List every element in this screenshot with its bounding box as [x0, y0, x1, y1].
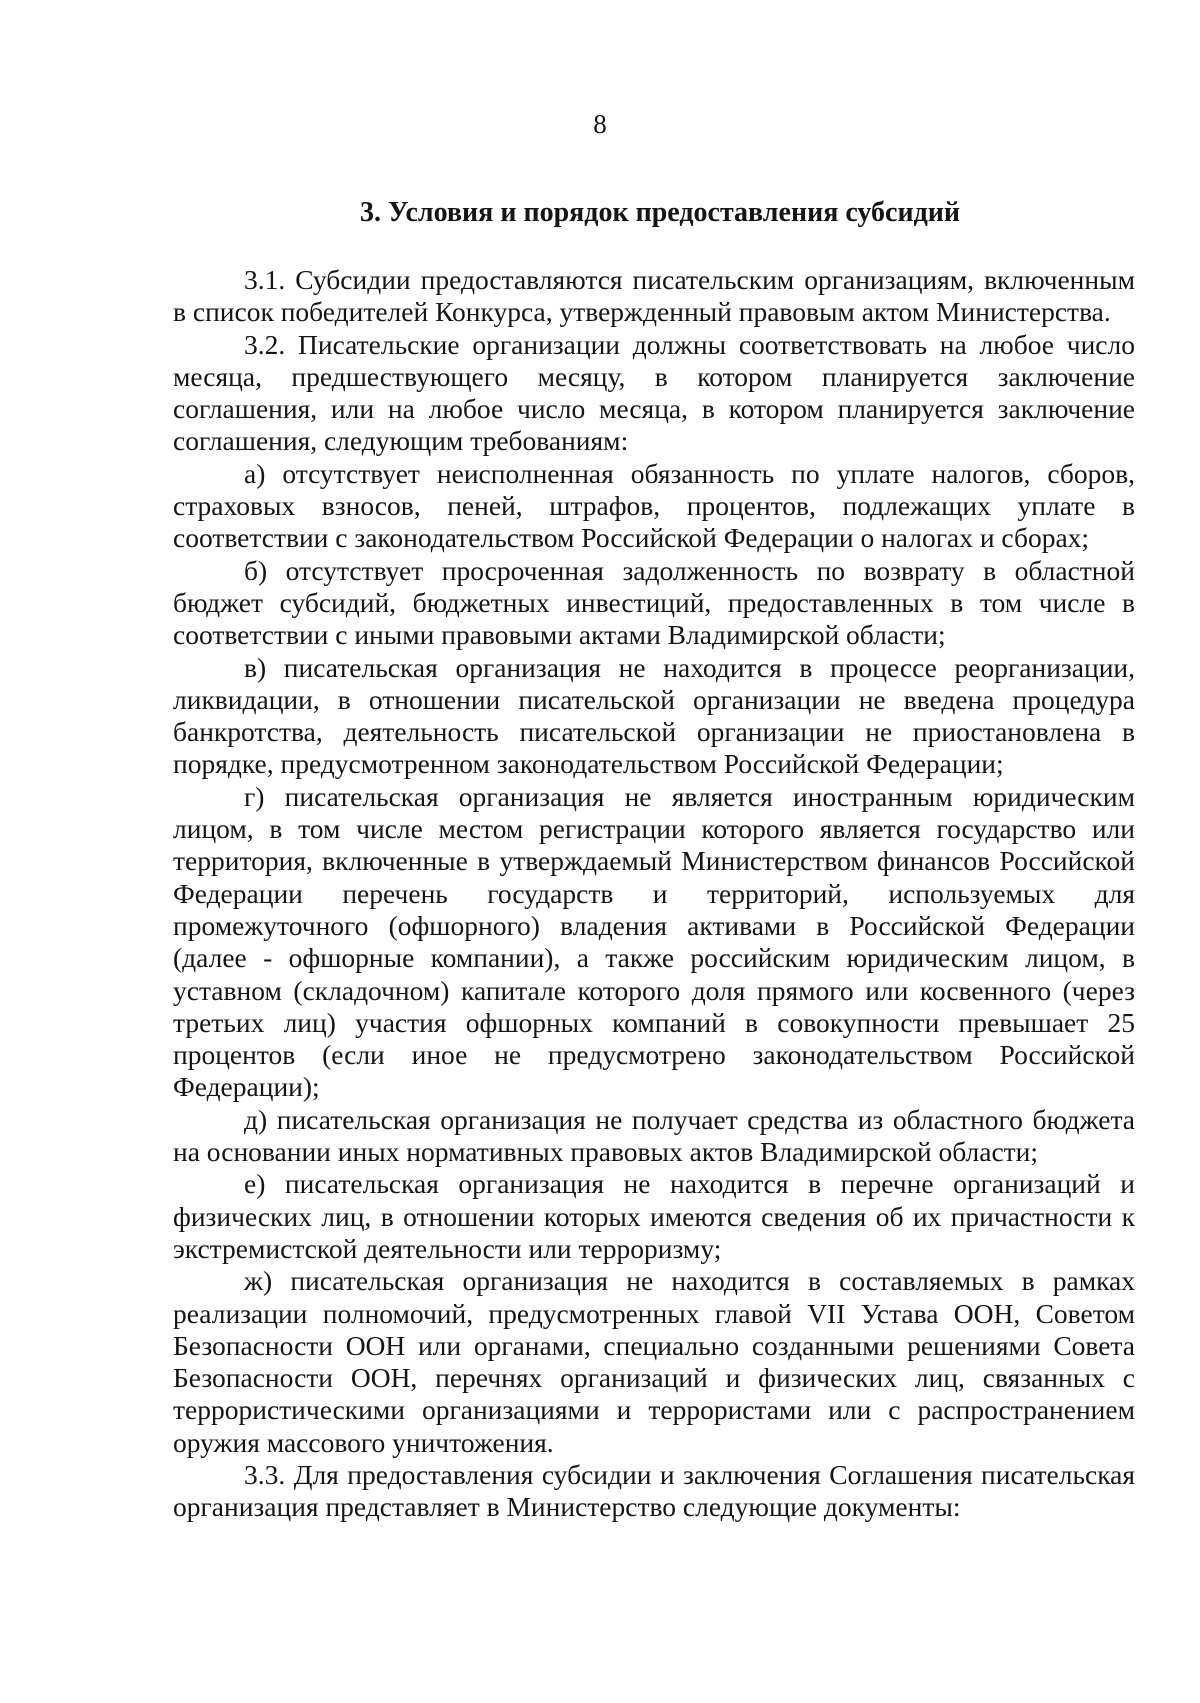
paragraph-e: е) писательская организация не находится в перечне организаций и физических лиц, в отношении которых имеются сведения об их причастности к экстремистской деятельности или терроризму;	[173, 1168, 1135, 1264]
paragraph-3-2: 3.2. Писательские организации должны соответствовать на любое число месяца, предшествующего месяцу, в котором планируется заключение соглашения, или на любое число месяца, в котором планируется заключение соглашения, следующим требованиям:	[173, 328, 1135, 457]
paragraph-d: д) писательская организация не получает средства из областного бюджета на основании иных нормативных правовых актов Владимирской области;	[173, 1103, 1135, 1168]
section-heading: 3. Условия и порядок предоставления субсидий	[359, 197, 961, 228]
paragraph-g: г) писательская организация не является иностранным юридическим лицом, в том числе местом регистрации которого является государство или территория, включенные в утверждаемый Министерством финансов Российской Федерации перечень государств и территорий, используемых для промежуточного (офшорного) владения активами в Российской Федерации (далее - офшорные компании), а также российским юридическим лицом, в уставном (складочном) капитале которого доля прямого или косвенного (через третьих лиц) участия офшорных компаний в совокупности превышает 25 процентов (если иное не предусмотрено законодательством Российской Федерации);	[173, 780, 1135, 1103]
paragraph-3-3: 3.3. Для предоставления субсидии и заключения Соглашения писательская организация представляет в Министерство следующие документы:	[173, 1458, 1135, 1523]
paragraph-v: в) писательская организация не находится в процессе реорганизации, ликвидации, в отношении писательской организации не введена процедура банкротства, деятельность писательской организации не приостановлена в порядке, предусмотренном законодательством Российской Федерации;	[173, 651, 1135, 780]
paragraph-zh: ж) писательская организация не находится в составляемых в рамках реализации полномочий, предусмотренных главой VII Устава ООН, Советом Безопасности ООН или органами, специально созданными решениями Совета Безопасности ООН, перечнях организаций и физических лиц, связанных с террористическими организациями и террористами или с распространением оружия массового уничтожения.	[173, 1265, 1135, 1458]
page-number: 8	[593, 109, 607, 139]
paragraph-3-1: 3.1. Субсидии предоставляются писательским организациям, включенным в список победителей Конкурса, утвержденный правовым актом Министерства.	[173, 264, 1135, 328]
paragraph-a: а) отсутствует неисполненная обязанность по уплате налогов, сборов, страховых взносов, пеней, штрафов, процентов, подлежащих уплате в соответствии с законодательством Российской Федерации о налогах и сборах;	[173, 457, 1135, 554]
paragraph-b: б) отсутствует просроченная задолженность по возврату в областной бюджет субсидий, бюджетных инвестиций, предоставленных в том числе в соответствии с иными правовыми актами Владимирской области;	[173, 554, 1135, 651]
document-body	[173, 264, 1135, 1524]
